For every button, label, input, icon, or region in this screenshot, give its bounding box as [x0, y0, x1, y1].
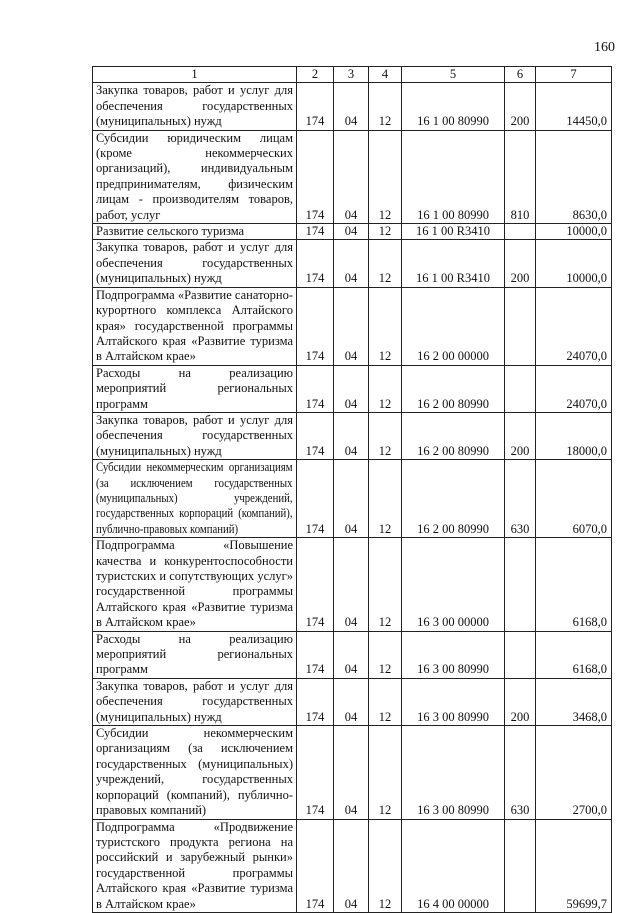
ministry-code-cell: 174 [297, 819, 334, 912]
ministry-code-cell: 174 [297, 412, 334, 459]
subsection-code-cell: 12 [369, 678, 402, 725]
section-code-cell: 04 [334, 538, 369, 631]
subsection-code-cell: 12 [369, 460, 402, 538]
table-row [93, 240, 612, 287]
ministry-code-cell: 174 [297, 460, 334, 538]
ministry-code-cell: 174 [297, 224, 334, 240]
section-code-cell: 04 [334, 240, 369, 287]
amount-cell: 59699,7 [536, 819, 612, 912]
target-article-cell: 16 1 00 80990 [402, 83, 505, 130]
table-row [93, 631, 612, 678]
section-code-cell: 04 [334, 460, 369, 538]
subsection-code-cell: 12 [369, 631, 402, 678]
header-row [93, 67, 612, 83]
expense-type-cell: 630 [505, 726, 536, 819]
expense-type-cell: 200 [505, 412, 536, 459]
subsection-code-cell: 12 [369, 287, 402, 365]
table-row [93, 460, 612, 538]
ministry-code-cell: 174 [297, 631, 334, 678]
item-name: Подпрограмма «Развитие санаторно-курортного комплекса Алтайского края» государственной программы Алтайского края «Развитие туризма в Алтайском крае» [96, 287, 293, 364]
column-header: 4 [369, 67, 402, 83]
item-name-cell [93, 240, 297, 287]
expense-type-cell: 200 [505, 678, 536, 725]
amount-cell: 2700,0 [536, 726, 612, 819]
item-name-cell [93, 631, 297, 678]
ministry-code-cell: 174 [297, 130, 334, 223]
item-name: Субсидии некоммерческим организациям (за исключением государственных (муниципальных) учреждений, государственных корпораций (компаний), публично-правовых компаний) [96, 460, 293, 536]
item-name-cell [93, 538, 297, 631]
section-code-cell: 04 [334, 631, 369, 678]
section-code-cell: 04 [334, 83, 369, 130]
target-article-cell: 16 2 00 80990 [402, 460, 505, 538]
item-name: Субсидии некоммерческим организациям (за исключением государственных (муниципальных) учреждений, государственных корпораций (компаний), публично-правовых компаний) [96, 726, 293, 818]
target-article-cell: 16 1 00 80990 [402, 130, 505, 223]
item-name: Закупка товаров, работ и услуг для обеспечения государственных (муниципальных) нужд [96, 83, 293, 129]
amount-cell: 10000,0 [536, 240, 612, 287]
item-name: Развитие сельского туризма [96, 224, 245, 239]
expense-type-cell [505, 287, 536, 365]
table-row [93, 83, 612, 130]
target-article-cell: 16 3 00 80990 [402, 726, 505, 819]
subsection-code-cell: 12 [369, 130, 402, 223]
expense-type-cell: 630 [505, 460, 536, 538]
table-row [93, 678, 612, 725]
column-header: 7 [536, 67, 612, 83]
amount-cell: 6070,0 [536, 460, 612, 538]
page-number: 160 [594, 40, 615, 55]
subsection-code-cell: 12 [369, 240, 402, 287]
target-article-cell: 16 3 00 00000 [402, 538, 505, 631]
subsection-code-cell: 12 [369, 726, 402, 819]
subsection-code-cell: 12 [369, 365, 402, 412]
expense-type-cell [505, 365, 536, 412]
table-row [93, 365, 612, 412]
item-name-cell [93, 365, 297, 412]
table-row [93, 287, 612, 365]
column-header: 5 [402, 67, 505, 83]
subsection-code-cell: 12 [369, 538, 402, 631]
amount-cell: 14450,0 [536, 83, 612, 130]
table-row [93, 412, 612, 459]
budget-table [92, 66, 612, 913]
expense-type-cell: 200 [505, 83, 536, 130]
table-row [93, 538, 612, 631]
expense-type-cell [505, 224, 536, 240]
amount-cell: 6168,0 [536, 538, 612, 631]
ministry-code-cell: 174 [297, 287, 334, 365]
target-article-cell: 16 3 00 80990 [402, 631, 505, 678]
expense-type-cell: 810 [505, 130, 536, 223]
item-name: Закупка товаров, работ и услуг для обеспечения государственных (муниципальных) нужд [96, 678, 293, 724]
amount-cell: 3468,0 [536, 678, 612, 725]
column-header: 6 [505, 67, 536, 83]
target-article-cell: 16 4 00 00000 [402, 819, 505, 912]
item-name: Подпрограмма «Повышение качества и конкурентоспособности туристских и сопутствующих услуг» государственной программы Алтайского края «Развитие туризма в Алтайском крае» [96, 538, 293, 630]
section-code-cell: 04 [334, 678, 369, 725]
item-name: Закупка товаров, работ и услуг для обеспечения государственных (муниципальных) нужд [96, 240, 293, 286]
item-name-cell [93, 130, 297, 223]
amount-cell: 6168,0 [536, 631, 612, 678]
target-article-cell: 16 1 00 R3410 [402, 224, 505, 240]
item-name: Закупка товаров, работ и услуг для обеспечения государственных (муниципальных) нужд [96, 412, 293, 458]
amount-cell: 24070,0 [536, 365, 612, 412]
item-name-cell [93, 678, 297, 725]
item-name-cell [93, 726, 297, 819]
section-code-cell: 04 [334, 726, 369, 819]
target-article-cell: 16 2 00 00000 [402, 287, 505, 365]
item-name: Расходы на реализацию мероприятий региональных программ [96, 631, 293, 677]
target-article-cell: 16 2 00 80990 [402, 412, 505, 459]
table-row [93, 726, 612, 819]
amount-cell: 18000,0 [536, 412, 612, 459]
item-name: Расходы на реализацию мероприятий региональных программ [96, 365, 293, 411]
item-name-cell [93, 412, 297, 459]
expense-type-cell: 200 [505, 240, 536, 287]
item-name: Субсидии юридическим лицам (кроме некоммерческих организаций), индивидуальным предпринимателям, физическим лицам - производителям товаров, работ, услуг [96, 130, 293, 222]
section-code-cell: 04 [334, 365, 369, 412]
item-name: Подпрограмма «Продвижение туристского продукта региона на российский и зарубежный рынки» государственной программы Алтайского края «Развитие туризма в Алтайском крае» [96, 819, 293, 911]
amount-cell: 8630,0 [536, 130, 612, 223]
target-article-cell: 16 2 00 80990 [402, 365, 505, 412]
subsection-code-cell: 12 [369, 224, 402, 240]
section-code-cell: 04 [334, 819, 369, 912]
subsection-code-cell: 12 [369, 412, 402, 459]
ministry-code-cell: 174 [297, 365, 334, 412]
column-header: 1 [93, 67, 297, 83]
expense-type-cell [505, 819, 536, 912]
subsection-code-cell: 12 [369, 83, 402, 130]
section-code-cell: 04 [334, 224, 369, 240]
item-name-cell [93, 287, 297, 365]
column-header: 2 [297, 67, 334, 83]
expense-type-cell [505, 631, 536, 678]
section-code-cell: 04 [334, 287, 369, 365]
ministry-code-cell: 174 [297, 678, 334, 725]
ministry-code-cell: 174 [297, 240, 334, 287]
item-name-cell [93, 224, 297, 240]
subsection-code-cell: 12 [369, 819, 402, 912]
item-name-cell [93, 83, 297, 130]
table-row [93, 819, 612, 912]
column-header: 3 [334, 67, 369, 83]
ministry-code-cell: 174 [297, 726, 334, 819]
table-row [93, 130, 612, 223]
section-code-cell: 04 [334, 412, 369, 459]
target-article-cell: 16 1 00 R3410 [402, 240, 505, 287]
amount-cell: 24070,0 [536, 287, 612, 365]
amount-cell: 10000,0 [536, 224, 612, 240]
target-article-cell: 16 3 00 80990 [402, 678, 505, 725]
ministry-code-cell: 174 [297, 83, 334, 130]
table-row [93, 224, 612, 240]
expense-type-cell [505, 538, 536, 631]
section-code-cell: 04 [334, 130, 369, 223]
item-name-cell [93, 819, 297, 912]
ministry-code-cell: 174 [297, 538, 334, 631]
item-name-cell [93, 460, 297, 538]
